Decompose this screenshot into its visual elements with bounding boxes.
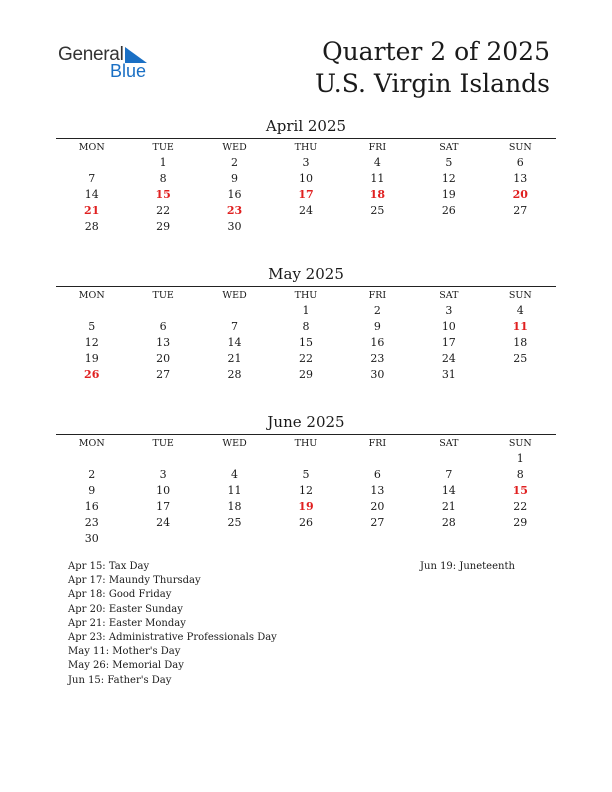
day-cell: 26 [441, 204, 456, 217]
day-cell: 19 [84, 352, 99, 365]
week-row [56, 499, 556, 515]
holiday-note: Apr 23: Administrative Professionals Day [68, 632, 277, 644]
logo-general-text: General [58, 44, 124, 65]
day-cell: 30 [370, 368, 385, 381]
week-row [56, 451, 556, 467]
weekday-label: WED [222, 142, 247, 153]
day-cell: 2 [231, 156, 239, 169]
day-cell: 15 [298, 336, 313, 349]
day-cell: 22 [513, 500, 528, 513]
logo [58, 44, 158, 84]
page-title [315, 36, 550, 100]
day-cell: 9 [88, 484, 96, 497]
day-cell: 6 [516, 156, 524, 169]
day-cell: 31 [441, 368, 456, 381]
day-cell: 24 [441, 352, 456, 365]
weekday-label: SUN [508, 142, 532, 153]
empty-day-cell [342, 531, 413, 547]
holiday-day-cell: 15 [155, 188, 171, 201]
empty-day-cell [485, 219, 556, 235]
week-row [56, 367, 556, 383]
week-row [56, 515, 556, 531]
day-cell: 28 [227, 368, 242, 381]
day-cell: 9 [231, 172, 239, 185]
weekday-label: THU [294, 142, 318, 153]
day-cell: 30 [84, 532, 99, 545]
day-cell: 18 [227, 500, 242, 513]
day-cell: 14 [227, 336, 242, 349]
holiday-day-cell: 17 [298, 188, 314, 201]
day-cell: 28 [84, 220, 99, 233]
weekday-header-row [56, 141, 556, 155]
weekday-header-row [56, 289, 556, 303]
holiday-note: May 11: Mother's Day [68, 646, 181, 658]
day-cell: 16 [370, 336, 385, 349]
holiday-list-right [420, 560, 515, 574]
title-quarter: Quarter 2 of 2025 [322, 37, 550, 66]
day-cell: 26 [298, 516, 313, 529]
holiday-note: Jun 19: Juneteenth [420, 561, 515, 572]
week-row [56, 155, 556, 171]
day-cell: 27 [156, 368, 171, 381]
day-cell: 3 [445, 304, 453, 317]
day-cell: 14 [441, 484, 456, 497]
day-cell: 21 [441, 500, 456, 513]
day-cell: 8 [302, 320, 310, 333]
day-cell: 12 [84, 336, 99, 349]
day-cell: 20 [370, 500, 385, 513]
weekday-label: WED [222, 290, 247, 301]
holiday-day-cell: 23 [226, 204, 243, 217]
day-cell: 2 [88, 468, 96, 481]
day-cell: 19 [441, 188, 456, 201]
weekday-label: FRI [368, 290, 387, 301]
day-cell: 3 [159, 468, 167, 481]
day-cell: 27 [513, 204, 528, 217]
week-row [56, 219, 556, 235]
empty-day-cell [56, 155, 127, 171]
day-cell: 10 [156, 484, 171, 497]
day-cell: 25 [370, 204, 385, 217]
holiday-day-cell: 18 [369, 188, 386, 201]
day-cell: 29 [513, 516, 528, 529]
day-cell: 28 [441, 516, 456, 529]
weekday-label: MON [78, 290, 105, 301]
month-title: June 2025 [267, 413, 345, 431]
weekday-label: SAT [439, 142, 459, 153]
day-cell: 7 [231, 320, 239, 333]
month-title: May 2025 [268, 265, 344, 283]
empty-day-cell [56, 303, 127, 319]
holiday-list-left [68, 560, 277, 688]
holiday-day-cell: 19 [298, 500, 314, 513]
holiday-note: Jun 15: Father's Day [68, 674, 172, 686]
week-row [56, 531, 556, 547]
weekday-label: SAT [439, 438, 459, 449]
weekday-label: WED [222, 438, 247, 449]
day-cell: 10 [298, 172, 313, 185]
weekday-label: SAT [439, 290, 459, 301]
empty-day-cell [270, 451, 341, 467]
day-cell: 8 [159, 172, 167, 185]
empty-day-cell [270, 531, 341, 547]
day-cell: 5 [88, 320, 96, 333]
empty-day-cell [485, 367, 556, 383]
month-divider [56, 434, 556, 435]
weekday-label: THU [294, 438, 318, 449]
day-cell: 11 [370, 172, 385, 185]
week-row [56, 483, 556, 499]
empty-day-cell [199, 451, 270, 467]
day-cell: 13 [513, 172, 528, 185]
holiday-day-cell: 21 [84, 204, 100, 217]
day-cell: 24 [298, 204, 313, 217]
day-cell: 17 [441, 336, 456, 349]
day-cell: 1 [159, 156, 167, 169]
holiday-day-cell: 20 [512, 188, 528, 201]
week-row [56, 319, 556, 335]
week-row [56, 335, 556, 351]
logo-blue-text: Blue [110, 61, 147, 81]
empty-day-cell [56, 451, 127, 467]
day-cell: 30 [227, 220, 242, 233]
day-cell: 17 [156, 500, 171, 513]
empty-day-cell [342, 451, 413, 467]
day-cell: 16 [227, 188, 242, 201]
weekday-label: TUE [152, 142, 174, 153]
day-cell: 9 [373, 320, 381, 333]
day-cell: 7 [88, 172, 96, 185]
empty-day-cell [413, 219, 484, 235]
day-cell: 13 [156, 336, 171, 349]
weekday-label: TUE [152, 290, 174, 301]
day-cell: 24 [156, 516, 171, 529]
day-cell: 16 [84, 500, 99, 513]
holiday-day-cell: 15 [512, 484, 528, 497]
day-cell: 2 [373, 304, 381, 317]
week-row [56, 203, 556, 219]
day-cell: 27 [370, 516, 385, 529]
day-cell: 5 [302, 468, 310, 481]
day-cell: 22 [298, 352, 313, 365]
title-region: U.S. Virgin Islands [315, 69, 550, 98]
day-cell: 14 [84, 188, 99, 201]
weekday-header-row [56, 437, 556, 451]
week-row [56, 171, 556, 187]
day-cell: 25 [513, 352, 528, 365]
empty-day-cell [127, 531, 198, 547]
day-cell: 25 [227, 516, 242, 529]
empty-day-cell [413, 531, 484, 547]
weekday-label: FRI [368, 142, 387, 153]
month-divider [56, 138, 556, 139]
week-row [56, 467, 556, 483]
day-cell: 3 [302, 156, 310, 169]
empty-day-cell [199, 303, 270, 319]
day-cell: 7 [445, 468, 453, 481]
holiday-note: Apr 15: Tax Day [68, 561, 150, 572]
empty-day-cell [127, 451, 198, 467]
empty-day-cell [413, 451, 484, 467]
day-cell: 20 [156, 352, 171, 365]
day-cell: 18 [513, 336, 528, 349]
day-cell: 8 [516, 468, 524, 481]
day-cell: 29 [298, 368, 313, 381]
calendar-april [56, 117, 556, 235]
weekday-label: THU [294, 290, 318, 301]
calendar-may [56, 265, 556, 383]
day-cell: 23 [84, 516, 99, 529]
calendar-june [56, 413, 556, 547]
week-row [56, 187, 556, 203]
weekday-label: FRI [368, 438, 387, 449]
empty-day-cell [127, 303, 198, 319]
day-cell: 23 [370, 352, 385, 365]
empty-day-cell [270, 219, 341, 235]
day-cell: 6 [373, 468, 381, 481]
day-cell: 10 [441, 320, 456, 333]
day-cell: 4 [516, 304, 524, 317]
weekday-label: MON [78, 142, 105, 153]
empty-day-cell [485, 531, 556, 547]
day-cell: 21 [227, 352, 242, 365]
weekday-label: SUN [508, 438, 532, 449]
day-cell: 12 [298, 484, 313, 497]
holiday-day-cell: 11 [512, 320, 528, 333]
day-cell: 4 [231, 468, 239, 481]
empty-day-cell [199, 531, 270, 547]
week-row [56, 303, 556, 319]
weekday-label: SUN [508, 290, 532, 301]
day-cell: 29 [156, 220, 171, 233]
day-cell: 1 [516, 452, 524, 465]
week-row [56, 351, 556, 367]
day-cell: 11 [227, 484, 242, 497]
holiday-note: Apr 18: Good Friday [68, 589, 172, 601]
day-cell: 12 [441, 172, 456, 185]
day-cell: 22 [156, 204, 171, 217]
holiday-note: May 26: Memorial Day [68, 660, 184, 672]
holiday-note: Apr 20: Easter Sunday [68, 603, 183, 615]
day-cell: 13 [370, 484, 385, 497]
month-title: April 2025 [265, 117, 347, 135]
day-cell: 1 [302, 304, 310, 317]
weekday-label: TUE [152, 438, 174, 449]
holiday-note: Apr 21: Easter Monday [68, 617, 186, 629]
weekday-label: MON [78, 438, 105, 449]
day-cell: 6 [159, 320, 167, 333]
day-cell: 5 [445, 156, 453, 169]
holiday-note: Apr 17: Maundy Thursday [68, 575, 201, 587]
day-cell: 4 [373, 156, 381, 169]
empty-day-cell [342, 219, 413, 235]
month-divider [56, 286, 556, 287]
holiday-day-cell: 26 [84, 368, 100, 381]
